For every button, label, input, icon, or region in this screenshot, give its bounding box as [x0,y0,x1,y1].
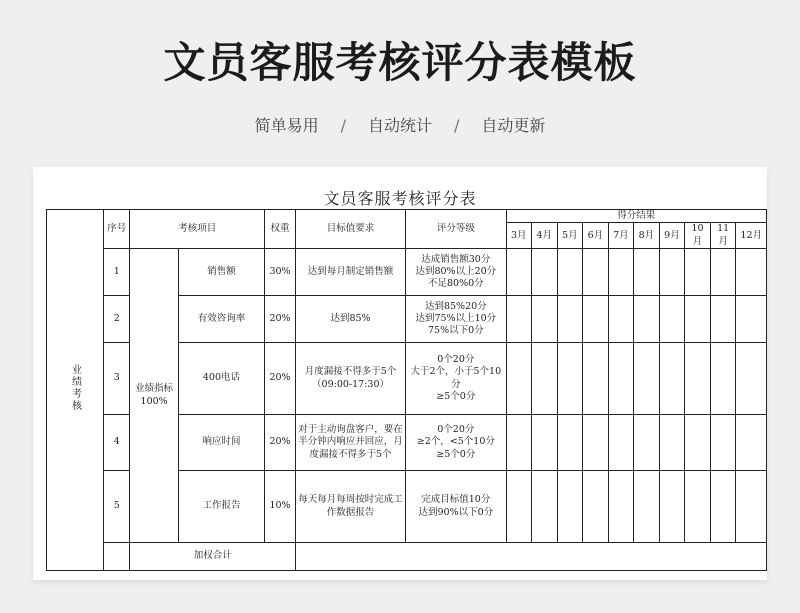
score-cell[interactable] [736,471,767,543]
score-cell[interactable] [583,296,609,343]
row-item: 响应时间 [178,415,264,471]
table-row [47,249,767,296]
row-item: 工作报告 [178,471,264,543]
score-cell[interactable] [736,415,767,471]
total-blank [104,543,130,571]
row-item: 有效咨询率 [178,296,264,343]
score-cell[interactable] [685,249,711,296]
month-header: 7月 [608,223,634,249]
score-cell[interactable] [532,343,558,415]
header-weight: 权重 [265,210,296,249]
score-table [46,209,767,571]
row-weight: 10% [265,471,296,543]
score-cell[interactable] [736,296,767,343]
score-cell[interactable] [634,343,660,415]
total-label: 加权合计 [130,543,295,571]
row-item: 400电话 [178,343,264,415]
score-cell[interactable] [659,343,685,415]
score-cell[interactable] [583,249,609,296]
tag-auto-update: 自动更新 [481,116,546,135]
score-cell[interactable] [608,249,634,296]
score-cell[interactable] [506,415,532,471]
score-cell[interactable] [583,415,609,471]
score-cell[interactable] [710,249,736,296]
month-header: 4月 [532,223,558,249]
score-cell[interactable] [506,471,532,543]
score-cell[interactable] [736,343,767,415]
header-item: 考核项目 [130,210,265,249]
score-cell[interactable] [532,249,558,296]
score-cell[interactable] [506,249,532,296]
row-no: 3 [104,343,130,415]
header-target: 目标值要求 [295,210,405,249]
header-no: 序号 [104,210,130,249]
tag-separator: / [340,116,346,135]
score-cell[interactable] [608,343,634,415]
score-cell[interactable] [659,249,685,296]
header-grade: 评分等级 [406,210,506,249]
score-cell[interactable] [685,415,711,471]
score-cell[interactable] [685,296,711,343]
row-target: 达到85% [295,296,405,343]
total-row [47,543,767,571]
feature-tags [0,113,800,136]
score-cell[interactable] [506,296,532,343]
row-weight: 20% [265,343,296,415]
month-header: 5月 [557,223,583,249]
score-cell[interactable] [557,296,583,343]
row-target: 对于主动询盘客户，要在半分钟内响应并回应，月度漏接不得多于5个 [295,415,405,471]
score-cell[interactable] [634,249,660,296]
score-cell[interactable] [557,249,583,296]
row-grade: 完成目标值10分 达到90%以下0分 [406,471,506,543]
month-header: 9月 [659,223,685,249]
score-cell[interactable] [685,471,711,543]
month-header: 8月 [634,223,660,249]
row-target: 每天每月每周按时完成工作数据报告 [295,471,405,543]
score-sheet [33,167,767,580]
score-cell[interactable] [685,343,711,415]
score-cell[interactable] [532,471,558,543]
month-header: 3月 [506,223,532,249]
tag-separator: / [454,116,460,135]
page-heading: 文员客服考核评分表模板 [163,38,637,87]
score-cell[interactable] [710,471,736,543]
score-cell[interactable] [710,296,736,343]
score-cell[interactable] [532,296,558,343]
row-no: 1 [104,249,130,296]
score-cell[interactable] [557,415,583,471]
row-grade: 达成销售额30分 达到80%以上20分 不足80%0分 [406,249,506,296]
tag-auto-stats: 自动统计 [367,116,432,135]
row-weight: 30% [265,249,296,296]
score-cell[interactable] [583,471,609,543]
score-cell[interactable] [710,415,736,471]
row-grade: 达到85%20分 达到75%以上10分 75%以下0分 [406,296,506,343]
score-cell[interactable] [608,415,634,471]
month-header: 10月 [685,223,711,249]
score-cell[interactable] [634,415,660,471]
group-cell: 业绩指标100% [130,249,178,543]
row-no: 2 [104,296,130,343]
month-header: 12月 [736,223,767,249]
row-item: 销售额 [178,249,264,296]
score-cell[interactable] [506,343,532,415]
score-cell[interactable] [532,415,558,471]
tag-easy: 简单易用 [254,116,319,135]
row-no: 4 [104,415,130,471]
row-target: 达到每月制定销售额 [295,249,405,296]
total-value[interactable] [295,543,766,571]
month-header: 6月 [583,223,609,249]
row-target: 月度漏接不得多于5个（09:00-17:30） [295,343,405,415]
row-weight: 20% [265,296,296,343]
category-cell: 业绩考核 [47,210,104,571]
sheet-title: 文员客服考核评分表 [323,189,477,208]
header-result: 得分结果 [506,210,767,223]
row-no: 5 [104,471,130,543]
score-cell[interactable] [608,296,634,343]
score-cell[interactable] [659,296,685,343]
header-row [47,210,767,223]
score-cell[interactable] [710,343,736,415]
score-cell[interactable] [634,471,660,543]
row-grade: 0个20分 ≥2个，<5个10分 ≥5个0分 [406,415,506,471]
row-grade: 0个20分 大于2个，小于5个10分 ≥5个0分 [406,343,506,415]
month-header: 11月 [710,223,736,249]
score-cell[interactable] [557,471,583,543]
score-cell[interactable] [659,415,685,471]
score-cell[interactable] [583,343,609,415]
score-cell[interactable] [557,343,583,415]
row-weight: 20% [265,415,296,471]
score-cell[interactable] [634,296,660,343]
score-cell[interactable] [659,471,685,543]
score-cell[interactable] [608,471,634,543]
score-cell[interactable] [736,249,767,296]
